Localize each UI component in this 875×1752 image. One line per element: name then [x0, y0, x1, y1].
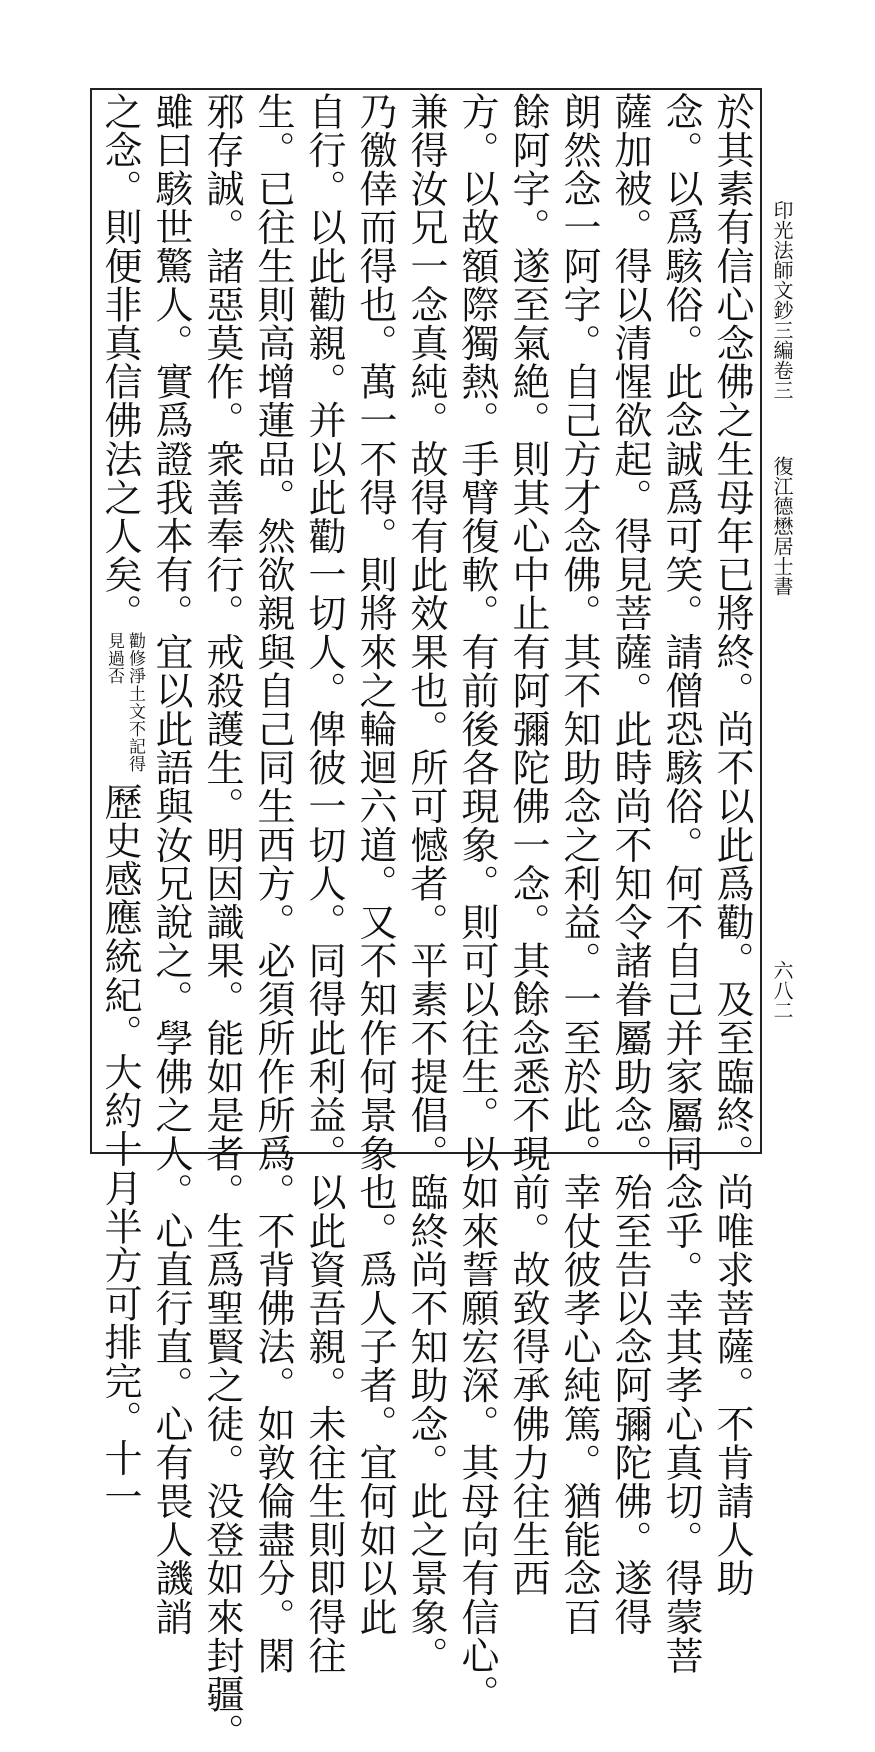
text-column-12: 雖曰駭世驚人。實爲證我本有。宜以此語與汝兄說之。學佛之人。心直行直。心有畏人譏誚: [149, 92, 193, 1636]
text-column-4: 朗然念一阿字。自己方才念佛。其不知助念之利益。一至於此。幸仗彼孝心純篤。猶能念百: [557, 92, 601, 1636]
text-column-2: 念。以爲駭俗。此念誠爲可笑。請僧恐駭俗。何不自己并家屬同念乎。幸其孝心真切。得蒙菩: [659, 92, 703, 1675]
book-title: 印光法師文鈔三編卷三: [770, 200, 794, 400]
text-column-9: 自行。以此勸親。并以此勸一切人。俾彼一切人。同得此利益。以此資吾親。未往生則即得往: [302, 92, 346, 1675]
text-column-5: 餘阿字。遂至氣絶。則其心中止有阿彌陀佛一念。其餘念悉不現前。故致得承佛力往生西: [506, 92, 550, 1598]
interlinear-note: 勸修淨土文不記得見過否: [104, 632, 145, 774]
text-column-6: 方。以故額際獨熱。手臂復軟。有前後各現象。則可以往生。以如來誓願宏深。其母向有信心。: [455, 92, 499, 1714]
text-column-13: [94, 92, 145, 1516]
header-divider-rule: [760, 88, 762, 1152]
page-header: [764, 170, 800, 1120]
text-column-1: 於其素有信心念佛之生母年已將終。尚不以此爲勸。及至臨終。尚唯求菩薩。不肯請人助: [710, 92, 754, 1598]
text-column-10: 生。已往生則高增蓮品。然欲親與自己同生西方。必須所作所爲。不背佛法。如敦倫盡分。閑: [251, 92, 295, 1675]
text-column-11: 邪存誠。諸惡莫作。衆善奉行。戒殺護生。明因識果。能如是者。生爲聖賢之徒。没登如來封疆。: [200, 92, 244, 1752]
body-text: [94, 92, 757, 1752]
section-title: 復江德懋居士書: [770, 456, 794, 596]
last-column-text-b: 歷史感應統紀。大約十月半方可排完。十一: [98, 782, 142, 1516]
text-column-3: 薩加被。得以清惺欲起。得見菩薩。此時尚不知令諸眷屬助念。殆至告以念阿彌陀佛。遂得: [608, 92, 652, 1636]
text-column-7: 兼得汝兄一念真純。故得有此效果也。所可憾者。平素不提倡。臨終尚不知助念。此之景象。: [404, 92, 448, 1675]
page-number: 六八二: [770, 960, 794, 1020]
text-column-8: 乃徼倖而得也。萬一不得。則將來之輪迴六道。又不知作何景象也。爲人子者。宜何如以此: [353, 92, 397, 1636]
last-column-text-a: 之念。則便非真信佛法之人矣。: [98, 92, 142, 633]
